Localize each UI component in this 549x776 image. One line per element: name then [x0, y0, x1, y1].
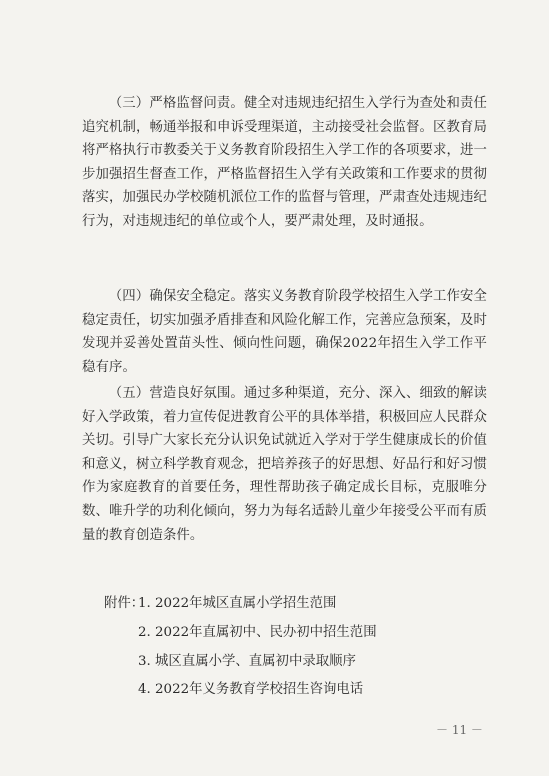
- attachment-item: 3. 城区直属小学、直属初中录取顺序: [138, 654, 356, 669]
- attachment-item: 4. 2022年义务教育学校招生咨询电话: [138, 682, 364, 697]
- paragraph-strict-supervision: （三）严格监督问责。健全对违规违纪招生入学行为查处和责任追究机制，畅通举报和申诉受理渠道，主动接受社会监督。区教育局将严格执行市教委关于义务教育阶段招生入学工作的各项要求，进一步加强招生督查工作，严格监督招生入学有关政策和工作要求的贯彻落实，加强民办学校随机派位工作的监督与管理，严肃查处违规违纪行为，对违规违纪的单位或个人，要严肃处理，及时通报。: [82, 96, 487, 229]
- paragraph-safety-stability: （四）确保安全稳定。落实义务教育阶段学校招生入学工作安全稳定责任，切实加强矛盾排查和风险化解工作，完善应急预案，及时发现并妥善处置苗头性、倾向性问题，确保2022年招生入学工作平稳有序。: [82, 289, 487, 375]
- attachments-label: 附件：: [104, 596, 145, 611]
- attachment-item: 1. 2022年城区直属小学招生范围: [138, 596, 337, 611]
- page-number: － 11 －: [436, 723, 483, 737]
- paragraph-good-atmosphere: （五）营造良好氛围。通过多种渠道，充分、深入、细致的解读好入学政策，着力宣传促进教育公平的具体举措，积极回应人民群众关切。引导广大家长充分认识免试就近入学对于学生健康成长的价值和意义，树立科学教育观念，把培养孩子的好思想、好品行和好习惯作为家庭教育的首要任务，理性帮助孩子确定成长目标，克服唯分数、唯升学的功利化倾向，努力为每名适龄儿童少年接受公平而有质量的教育创造条件。: [82, 386, 487, 543]
- attachment-item: 2. 2022年直属初中、民办初中招生范围: [138, 625, 377, 640]
